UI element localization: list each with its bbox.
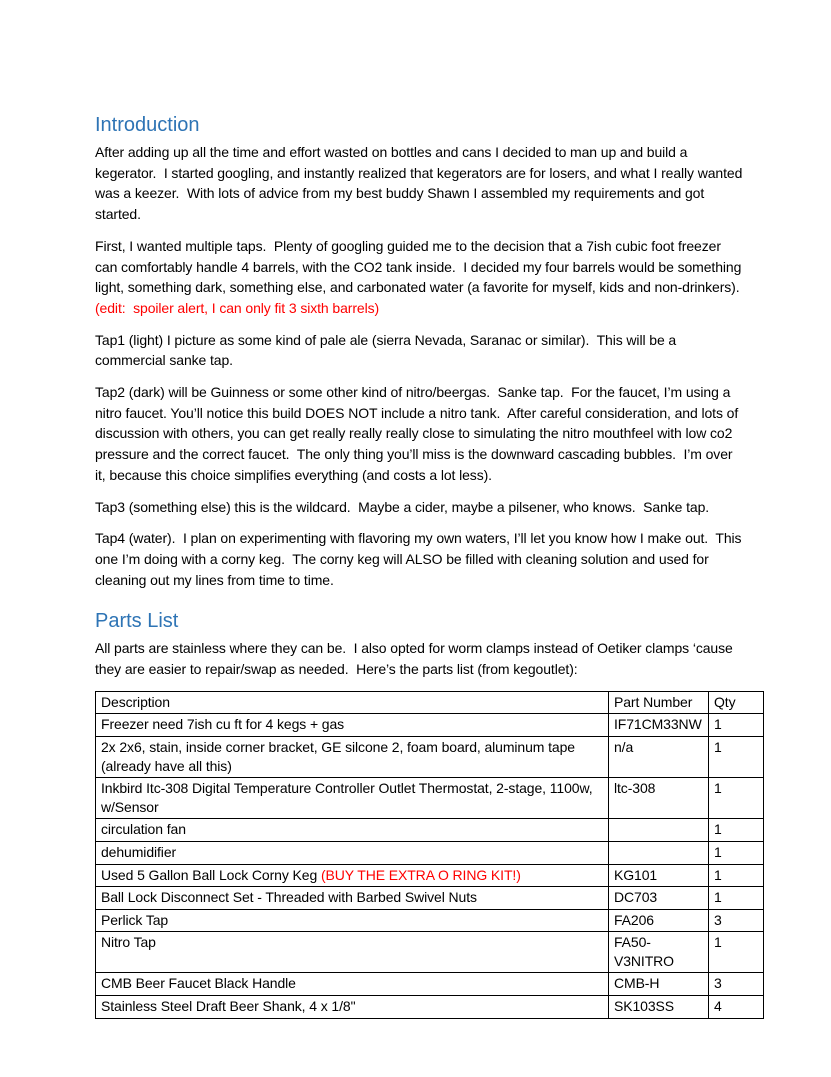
body-text-run: Tap1 (light) I picture as some kind of pale ale (sierra Nevada, Saranac or similar). This will be a commercial sanke tap. (95, 331, 680, 369)
paragraph (95, 382, 745, 486)
cell-description (96, 736, 609, 777)
table-row (96, 887, 764, 910)
body-text-run: 2x 2x6, stain, inside corner bracket, GE silcone 2, foam board, aluminum tape (already have all this) (101, 738, 579, 774)
column-header-qty: Qty (709, 691, 764, 714)
cell-qty: 1 (709, 736, 764, 777)
column-header-description: Description (96, 691, 609, 714)
parts-table-header-row (96, 691, 764, 714)
table-row (96, 973, 764, 996)
section-introduction (95, 112, 763, 590)
body-text-run: All parts are stainless where they can be. I also opted for worm clamps instead of Oetiker clamps ‘cause they are easier to repair/swap as needed. Here’s the parts list (from kegoutlet): (95, 640, 737, 678)
table-row (96, 736, 764, 777)
cell-qty: 1 (709, 841, 764, 864)
cell-part-number: IF71CM33NW (609, 714, 709, 737)
cell-description (96, 778, 609, 819)
body-text-run: Inkbird Itc-308 Digital Temperature Controller Outlet Thermostat, 2-stage, 1100w, w/Sensor (101, 780, 597, 815)
paragraph (95, 142, 745, 225)
cell-part-number (609, 841, 709, 864)
parts-list-body (95, 638, 763, 679)
table-row (96, 841, 764, 864)
cell-description (96, 996, 609, 1019)
body-text-run: First, I wanted multiple taps. Plenty of googling guided me to the decision that a 7ish cubic foot freezer can comfortably handle 4 barrels, with the CO2 tank inside. I decided my four barrels would be something light, something dark, something else, and carbonated water (a favorite for myself, kids and non-drinkers). (95, 237, 746, 296)
table-row (96, 996, 764, 1019)
section-parts-list (95, 608, 763, 1018)
body-text-run: Nitro Tap (101, 934, 156, 951)
cell-part-number: SK103SS (609, 996, 709, 1019)
cell-qty: 1 (709, 819, 764, 842)
body-text-run: Tap3 (something else) this is the wildcard. Maybe a cider, maybe a pilsener, who knows. Sanke tap. (95, 498, 710, 515)
cell-description (96, 864, 609, 887)
cell-description (96, 714, 609, 737)
table-row (96, 819, 764, 842)
cell-description (96, 932, 609, 973)
body-text-run: Stainless Steel Draft Beer Shank, 4 x 1/8" (101, 998, 356, 1015)
body-text-run: Ball Lock Disconnect Set - Threaded with Barbed Swivel Nuts (101, 889, 477, 906)
introduction-body (95, 142, 763, 590)
table-row (96, 932, 764, 973)
parts-table (95, 691, 764, 1019)
cell-qty: 1 (709, 714, 764, 737)
cell-qty: 1 (709, 932, 764, 973)
body-text-run: Used 5 Gallon Ball Lock Corny Keg (101, 866, 321, 883)
body-text-run: dehumidifier (101, 843, 177, 860)
parts-table-body (96, 714, 764, 1018)
body-text-run: circulation fan (101, 821, 186, 838)
paragraph (95, 497, 745, 518)
table-row (96, 909, 764, 932)
body-text-run: Tap2 (dark) will be Guinness or some other kind of nitro/beergas. Sanke tap. For the faucet, I’m using a nitro faucet. You’ll notice this build DOES NOT include a nitro tank. After careful consideration, and lots of discussion with others, you can get really really really close to simulating the nitro mouthfeel with low co2 pressure and the correct faucet. The only thing you’ll miss is the downward cascading bubbles. I’m over it, because this choice simplifies everything (and costs a lot less). (95, 384, 742, 483)
body-text-run: After adding up all the time and effort wasted on bottles and cans I decided to man up and build a kegerator. I started googling, and instantly realized that kegerators are for losers, and what I really wanted was a keezer. With lots of advice from my best buddy Shawn I assembled my requirements and got started. (95, 144, 747, 223)
cell-qty: 1 (709, 887, 764, 910)
cell-qty: 3 (709, 973, 764, 996)
cell-description (96, 887, 609, 910)
body-text-run: CMB Beer Faucet Black Handle (101, 975, 296, 992)
red-annotation-text: (edit: spoiler alert, I can only fit 3 sixth barrels) (95, 299, 380, 316)
red-annotation-text: (BUY THE EXTRA O RING KIT!) (320, 866, 521, 883)
cell-part-number: KG101 (609, 864, 709, 887)
cell-part-number: ltc-308 (609, 778, 709, 819)
cell-part-number (609, 819, 709, 842)
cell-qty: 4 (709, 996, 764, 1019)
cell-part-number: FA206 (609, 909, 709, 932)
cell-qty: 1 (709, 778, 764, 819)
paragraph (95, 236, 745, 319)
cell-part-number: FA50-V3NITRO (609, 932, 709, 973)
column-header-part-number: Part Number (609, 691, 709, 714)
table-row (96, 714, 764, 737)
cell-qty: 3 (709, 909, 764, 932)
introduction-heading: Introduction (95, 114, 200, 136)
table-row (96, 778, 764, 819)
cell-description (96, 973, 609, 996)
table-row (96, 864, 764, 887)
paragraph (95, 330, 745, 371)
paragraph (95, 528, 745, 590)
body-text-run: Freezer need 7ish cu ft for 4 kegs + gas (101, 716, 345, 733)
cell-description (96, 909, 609, 932)
cell-part-number: n/a (609, 736, 709, 777)
paragraph (95, 638, 745, 679)
cell-qty: 1 (709, 864, 764, 887)
cell-part-number: CMB-H (609, 973, 709, 996)
cell-description (96, 841, 609, 864)
body-text-run: Perlick Tap (101, 911, 169, 928)
parts-list-heading: Parts List (95, 610, 179, 633)
body-text-run: Tap4 (water). I plan on experimenting with flavoring my own waters, I’ll let you know how I make out. This one I’m doing with a corny keg. The corny keg will ALSO be filled with cleaning solution and used for cleaning out my lines from time to time. (95, 530, 746, 588)
parts-table-header (96, 691, 764, 714)
cell-part-number: DC703 (609, 887, 709, 910)
cell-description (96, 819, 609, 842)
